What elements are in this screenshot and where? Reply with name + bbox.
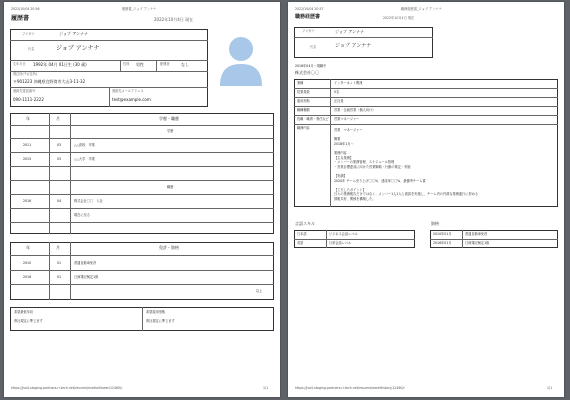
doc-title: 職務経歴書	[295, 14, 321, 20]
skill-level: ビジネス会話レベル	[329, 232, 358, 236]
detail-label: 従業員数	[297, 90, 310, 94]
gender-value: 男性	[136, 62, 144, 67]
birth-label: 生年月日	[13, 62, 26, 66]
name-value: ジョブ アンナナ	[335, 43, 372, 49]
table-row-year: 2015	[23, 157, 32, 161]
detail-value: 営業・企画営業（個人向け）	[334, 108, 376, 112]
address-value: 〒901223 沖縄県宜野湾市大山3-11-32	[13, 79, 86, 84]
furigana-label: フリガナ	[302, 29, 315, 33]
table-row-year: 2010	[23, 261, 32, 265]
footer-page: 1/1	[263, 386, 269, 390]
name-label: 氏名	[28, 47, 35, 51]
skill-level: 日常会話レベル	[329, 241, 352, 245]
resume-page	[4, 2, 280, 397]
table-row-month: 03	[57, 143, 62, 147]
employment-period: 2016年04月～現職中	[295, 64, 327, 68]
skill-lang: 英語	[297, 241, 304, 245]
skills-title: 言語スキル	[295, 221, 315, 226]
furigana-value: ジョブ アンナナ	[335, 29, 365, 34]
quals-title: 資格	[431, 221, 439, 226]
table-row-text: 普通自動車免許	[74, 261, 97, 265]
detail-value: インターネット関連	[334, 81, 363, 85]
qual-date: 2016年01月	[433, 241, 452, 245]
salary-label: 希望最低年収	[14, 310, 34, 314]
phone-value: 090-1111-2222	[13, 97, 44, 102]
footer-url: https://jso4-staging.partners.ri-tech.net/resume/workHistory/12460/r	[295, 386, 405, 390]
spouse-label: 配偶者	[160, 62, 170, 66]
history-header-month: 月	[56, 116, 60, 121]
email-label: 連絡先メールアドレス	[112, 89, 144, 93]
license-header-year: 年	[26, 245, 30, 250]
address-label: 現住所(〒)(住所)	[13, 72, 38, 76]
detail-label: 業種	[297, 81, 304, 85]
qual-name: 日商簿記検定1級	[465, 241, 490, 245]
table-row-year: 2016	[23, 275, 32, 279]
salary-value: 貴社規定に準じます	[14, 319, 43, 323]
doc-title: 履歴書	[11, 15, 30, 22]
furigana-value: ジョブ アンナナ	[59, 31, 89, 36]
work-history-page	[288, 2, 564, 397]
qual-date: 2010年01月	[433, 232, 452, 236]
detail-value: 営業マネージャー	[334, 117, 360, 121]
email-value: test@example.com	[112, 97, 151, 102]
table-row-month: 01	[57, 275, 62, 279]
skill-lang: 日本語	[297, 232, 307, 236]
table-row-month: 03	[57, 157, 62, 161]
history-header-item: 学歴・職歴	[159, 116, 179, 121]
avatar-icon	[218, 34, 264, 86]
employment-value: 貴社規定に準じます	[146, 319, 175, 323]
company-name: 株式会社〇〇	[295, 70, 319, 75]
spouse-value: なし	[181, 62, 189, 67]
footer-url: https://jso4-staging.partners.ri-tech.net/resume/mediaViewer/12460/r	[11, 386, 123, 390]
history-header-year: 年	[26, 116, 30, 121]
table-row-text: 株式会社〇〇 入社	[74, 199, 103, 203]
as-of-date: 2022年10月4日 現在	[383, 16, 415, 20]
print-title: 履歴書_ジョブ アンナナ	[122, 7, 157, 11]
table-row-text: 現在に至る	[74, 213, 90, 217]
detail-value: 5名	[334, 90, 340, 94]
phone-label: 連絡先電話番号	[13, 89, 36, 93]
as-of-date: 2022年10月4日 現在	[154, 17, 194, 22]
duties-content: 営業 マネージャー 概要 2018年1月～ 業務内容 【主な業務】 ・メンバーの業務管理、スケジュール管理 ・営業目標達成に向けた営業戦略・行動の策定・実施 【実績】 2020年 チーム売り上げ〇〇%、達成率〇〇%、最優秀チーム賞 【工夫したポイント】 日々の業務報告だけではなく、メンバー1人1人と面談を実施し、チーム内の円滑な業務遂行に努める 情報共有、関係を構築した。	[334, 128, 479, 201]
print-timestamp: 2022/10/04 20:56	[11, 7, 40, 11]
detail-label: 雇用形態	[297, 99, 310, 103]
license-end-label: 以上	[256, 289, 263, 293]
license-header-month: 月	[56, 245, 60, 250]
detail-label: 役職・職責・責任など	[297, 117, 329, 121]
furigana-label: フリガナ	[22, 32, 35, 36]
license-header-item: 免許・資格	[159, 245, 179, 250]
duties-label: 職務内容	[297, 126, 310, 130]
gender-label: 性別	[123, 62, 130, 66]
print-title: 職務経歴書_ジョブ アンナナ	[401, 7, 442, 11]
table-row-year: 2011	[23, 143, 32, 147]
footer-page: 1/1	[547, 386, 553, 390]
detail-value: 正社員	[334, 99, 344, 103]
qual-name: 普通自動車免許	[465, 232, 488, 236]
name-label: 氏名	[310, 45, 317, 49]
table-row-text: 日商簿記検定1級	[74, 275, 99, 279]
print-timestamp: 2022/10/04 20:57	[295, 7, 324, 11]
table-row-month: 01	[57, 261, 62, 265]
table-row-text: △△大学 卒業	[74, 157, 95, 161]
birth-value: 1992年 04月 01日生 (30 歳)	[33, 62, 87, 67]
table-row-text: △△高校 卒業	[74, 143, 95, 147]
name-value: ジョブ アンナナ	[56, 45, 100, 52]
table-row-year: 2016	[23, 199, 32, 203]
detail-label: 職種種類	[297, 108, 310, 112]
work-heading: 職歴	[167, 185, 174, 189]
table-row-month: 04	[57, 199, 62, 203]
employment-label: 希望雇用形態	[146, 310, 166, 314]
education-heading: 学歴	[167, 129, 174, 133]
